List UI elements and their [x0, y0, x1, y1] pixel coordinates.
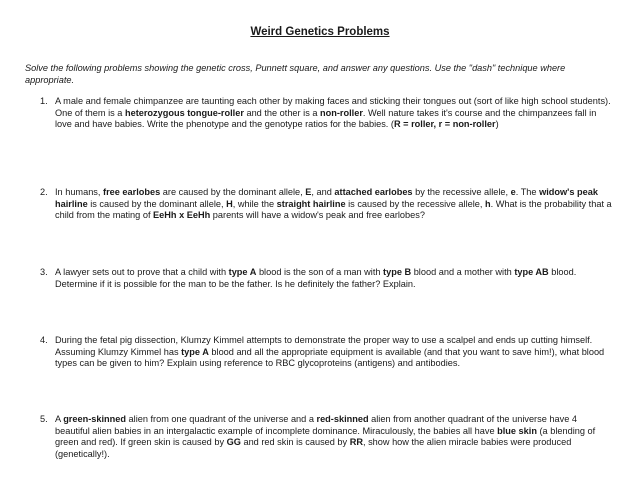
text-run: . What is the probability that a child from the mating of — [55, 198, 612, 221]
bold-term: GG — [226, 437, 241, 448]
text-run: , show how the alien miracle babies were produced (genetically!). — [55, 437, 572, 459]
bold-term: E — [305, 187, 312, 197]
text-run: alien from another quadrant of the universe have 4 beautiful alien babies in an intergalactic example of incomplete dominance. Miraculously, the babies all have — [55, 414, 577, 436]
text-run: . Well nature takes it's course and the chimpanzees fall in love and have babies. Write the phenotype and the genotype ratios for the babies. ( — [55, 107, 597, 130]
problem-4 — [40, 335, 612, 370]
bold-term: type A — [228, 267, 257, 277]
bold-term: type B — [383, 267, 412, 277]
text-run: (a blending of green and red). If green skin is caused by — [55, 425, 596, 448]
bold-term: attached earlobes — [334, 187, 413, 197]
text-run: and the other is a — [243, 107, 321, 118]
bold-term: free earlobes — [103, 187, 161, 197]
text-run: blood and all the appropriate equipment is available (and that you want to save him!), what blood types can be given to him? Explain using reference to RBC glycoproteins (antigens) and antibodies. — [55, 346, 605, 369]
problem-text — [55, 96, 612, 131]
problem-number: 5. — [40, 414, 48, 424]
text-run: blood and a mother with — [411, 267, 515, 277]
problem-2 — [40, 187, 612, 222]
bold-term: type AB — [514, 267, 549, 277]
text-run: alien from one quadrant of the universe and a — [125, 414, 317, 424]
text-run: A — [55, 414, 64, 424]
bold-term: red-skinned — [316, 414, 369, 424]
bold-term: green-skinned — [63, 414, 126, 424]
text-run: In humans, — [55, 187, 104, 197]
text-run: by the recessive allele, — [412, 187, 511, 197]
bold-term: heterozygous tongue-roller — [124, 107, 244, 118]
problem-1 — [40, 96, 612, 131]
text-run: A lawyer sets out to prove that a child with — [55, 267, 229, 277]
text-run: are caused by the dominant allele, — [160, 187, 306, 197]
text-run: parents will have a widow's peak and free earlobes? — [210, 210, 425, 221]
bold-term: EeHh x EeHh — [153, 210, 211, 221]
bold-term: type A — [181, 346, 209, 357]
bold-term: e — [510, 187, 516, 197]
document-title: Weird Genetics Problems — [250, 26, 390, 38]
text-run: blood. Determine if it is possible for the man to be the father. Is he definitely the father? Explain. — [55, 267, 577, 289]
text-run: , and — [311, 187, 335, 197]
problem-text — [55, 414, 612, 460]
problem-text — [55, 267, 612, 290]
text-run: and red skin is caused by — [240, 437, 350, 448]
text-run: During the fetal pig dissection, Klumzy Kimmel attempts to demonstrate the proper way to use a scalpel and ends up cutting himself. Assuming Klumzy Kimmel has — [55, 335, 593, 357]
bold-term: non-roller — [320, 107, 363, 118]
problem-number: 1. — [40, 96, 48, 106]
bold-term: h — [485, 198, 491, 209]
text-run: is caused by the recessive allele, — [345, 198, 485, 209]
problem-3 — [40, 267, 612, 290]
instructions: Solve the following problems showing the genetic cross, Punnett square, and answer any questions. Use the "dash" technique where appropriate. — [25, 63, 566, 85]
problem-text — [55, 335, 612, 370]
bold-term: straight hairline — [276, 198, 346, 209]
bold-term: widow's peak hairline — [55, 187, 598, 209]
bold-term: R = roller, r = non-roller — [393, 119, 496, 130]
problem-text — [55, 187, 612, 222]
problem-number: 4. — [40, 335, 48, 345]
bold-term: RR — [349, 437, 363, 448]
text-run: blood is the son of a man with — [256, 267, 384, 277]
text-run: is caused by the dominant allele, — [87, 198, 227, 209]
text-run: , while the — [232, 198, 277, 209]
problem-number: 2. — [40, 187, 48, 197]
text-run: ) — [495, 119, 499, 130]
bold-term: blue skin — [497, 425, 537, 436]
text-run: . The — [515, 187, 540, 197]
problem-number: 3. — [40, 267, 48, 277]
text-run: A male and female chimpanzee are taunting each other by making faces and sticking their tongues out (sort of like high school students). One of them is a — [55, 96, 611, 118]
problem-5 — [40, 414, 612, 460]
bold-term: H — [226, 198, 233, 209]
